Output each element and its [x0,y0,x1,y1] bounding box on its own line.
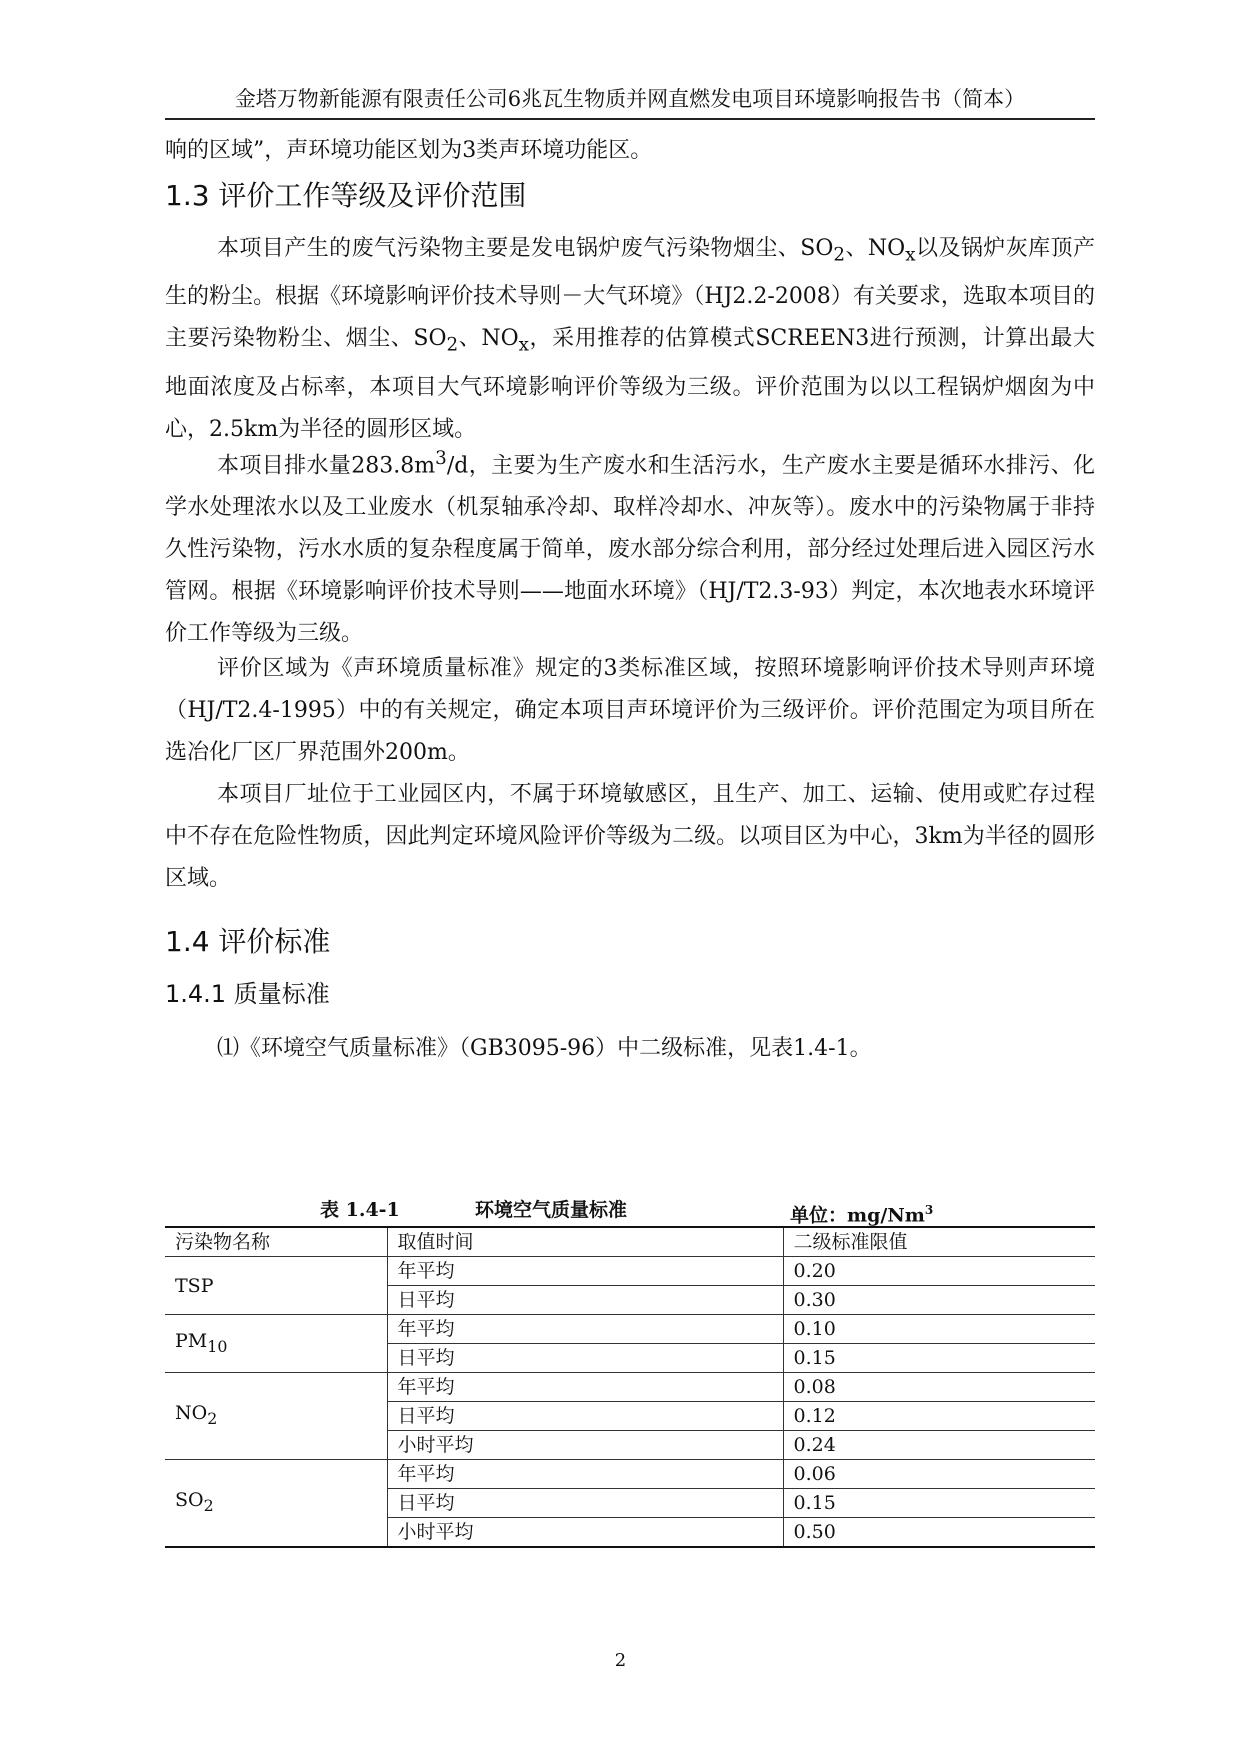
table-row [165,1373,1095,1402]
pollutant-pm10: $PM_{10}$ [165,1315,387,1373]
table-caption [165,1196,1095,1227]
value-cell: 0.24 [783,1431,1095,1460]
paragraph-water-assessment: 本项目排水量$283.8m^3/d$，主要为生产废水和生活污水，生产废水主要是循环水排污、化学水处理浓水以及工业废水（机泵轴承冷却、取样冷却水、冲灰等）。废水中的污染物属于非持久性污染物，污水水质的复杂程度属于简单，废水部分综合利用，部分经过处理后进入园区污水管网。根据《环境影响评价技术导则——地面水环境》（HJ/T2.3-93）判定，本次地表水环境评价工作等级为三级。 [165,448,1096,647]
period-cell: 日平均 [387,1344,783,1373]
header-period: 取值时间 [387,1227,783,1257]
table-header-row [165,1227,1095,1257]
period-cell: 年平均 [387,1315,783,1344]
table-unit: 单位：mg/Nm$^3$ [790,1203,934,1227]
value-cell: 0.15 [783,1344,1095,1373]
period-cell: 年平均 [387,1373,783,1402]
table-row [165,1460,1095,1489]
header-pollutant: 污染物名称 [165,1227,387,1257]
period-cell: 年平均 [387,1257,783,1286]
period-cell: 小时平均 [387,1431,783,1460]
period-cell: 日平均 [387,1286,783,1315]
value-cell: 0.15 [783,1489,1095,1518]
paragraph-risk-assessment: 本项目厂址位于工业园区内，不属于环境敏感区，且生产、加工、运输、使用或贮存过程中不存在危险性物质，因此判定环境风险评价等级为二级。以项目区为中心，3km为半径的圆形区域。 [165,782,1095,891]
header-limit: 二级标准限值 [783,1227,1095,1257]
table-row [165,1257,1095,1286]
page-number: 2 [614,1650,627,1671]
value-cell: 0.30 [783,1286,1095,1315]
table-number: 表 1.4-1 [320,1199,400,1221]
value-cell: 0.08 [783,1373,1095,1402]
period-cell: 小时平均 [387,1518,783,1548]
standard-item-1: ⑴《环境空气质量标准》（GB3095-96）中二级标准，见表1.4-1。 [217,1036,872,1061]
section-heading-1-4-1: 1.4.1 质量标准 [165,980,330,1008]
paragraph-air-assessment: 本项目产生的废气污染物主要是发电锅炉废气污染物烟尘、$SO_2$、$NO_x$以及锅炉灰库顶产生的粉尘。根据《环境影响评价技术导则－大气环境》（HJ2.2-2008）有关要求，选取本项目的主要污染物粉尘、烟尘、$SO_2$、$NO_x$，采用推荐的估算模式SCREEN3进行预测，计算出最大地面浓度及占标率，本项目大气环境影响评价等级为三级。评价范围为以以工程锅炉烟囱为中心，2.5km为半径的圆形区域。 [165,236,1095,442]
value-cell: 0.06 [783,1460,1095,1489]
table-row [165,1315,1095,1344]
pollutant-no2: $NO_2$ [165,1373,387,1460]
pollutant-tsp: TSP [165,1257,387,1315]
value-cell: 0.12 [783,1402,1095,1431]
page-header: 金塔万物新能源有限责任公司6兆瓦生物质并网直燃发电项目环境影响报告书（简本） [165,84,1095,120]
pollutant-so2: $SO_2$ [165,1460,387,1548]
value-cell: 0.10 [783,1315,1095,1344]
period-cell: 日平均 [387,1402,783,1431]
value-cell: 0.50 [783,1518,1095,1548]
paragraph-noise-assessment: 评价区域为《声环境质量标准》规定的3类标准区域，按照环境影响评价技术导则声环境（HJ/T2.4-1995）中的有关规定，确定本项目声环境评价为三级评价。评价范围定为项目所在选冶化厂区厂界范围外200m。 [165,656,1095,765]
value-cell: 0.20 [783,1257,1095,1286]
section-heading-1-4: 1.4 评价标准 [165,925,331,958]
section-heading-1-3: 1.3 评价工作等级及评价范围 [165,179,527,212]
period-cell: 日平均 [387,1489,783,1518]
period-cell: 年平均 [387,1460,783,1489]
table-title: 环境空气质量标准 [475,1199,628,1221]
continued-paragraph: 响的区域”，声环境功能区划为3类声环境功能区。 [165,138,653,163]
air-quality-standard-table [165,1226,1095,1548]
